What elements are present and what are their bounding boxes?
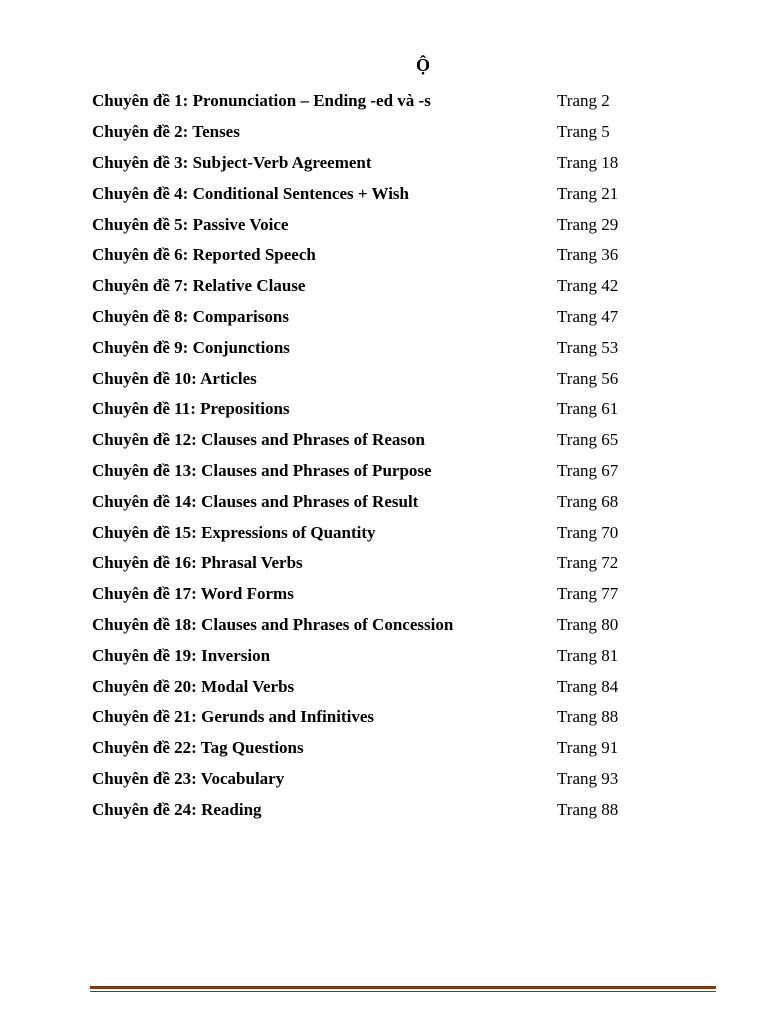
toc-row — [92, 178, 652, 209]
toc-entry-title: Chuyên đề 11: Prepositions — [92, 399, 290, 419]
toc-entry-page: Trang 88 — [557, 799, 619, 819]
toc-entry-title: Chuyên đề 9: Conjunctions — [92, 337, 290, 357]
toc-entry-page: Trang 61 — [557, 399, 619, 419]
toc-row — [92, 517, 652, 548]
toc-entry-title: Chuyên đề 17: Word Forms — [92, 584, 294, 604]
footer-rule — [90, 986, 716, 989]
toc-entry-title: Chuyên đề 22: Tag Questions — [92, 738, 304, 758]
toc-entry-title: Chuyên đề 1: Pronunciation – Ending -ed và -s — [92, 91, 431, 111]
toc-row — [92, 117, 652, 148]
toc-row — [92, 456, 652, 487]
toc-row — [92, 86, 652, 117]
toc-entry-title: Chuyên đề 19: Inversion — [92, 645, 271, 665]
toc-entry-page: Trang 21 — [557, 183, 619, 203]
toc-row — [92, 610, 652, 641]
toc-entry-title: Chuyên đề 23: Vocabulary — [92, 768, 285, 788]
toc-row — [92, 548, 652, 579]
toc-row — [92, 363, 652, 394]
toc-row — [92, 794, 652, 825]
toc-entry-page: Trang 70 — [557, 522, 619, 542]
toc-row — [92, 148, 652, 179]
toc-row — [92, 209, 652, 240]
toc-entry-title: Chuyên đề 20: Modal Verbs — [92, 676, 295, 696]
table-of-contents — [92, 86, 652, 825]
toc-entry-title: Chuyên đề 13: Clauses and Phrases of Purpose — [92, 460, 432, 480]
toc-entry-title: Chuyên đề 24: Reading — [92, 799, 262, 819]
toc-row — [92, 579, 652, 610]
toc-entry-page: Trang 42 — [557, 276, 619, 296]
toc-entry-title: Chuyên đề 12: Clauses and Phrases of Reason — [92, 430, 425, 450]
toc-entry-page: Trang 80 — [557, 614, 619, 634]
toc-row — [92, 486, 652, 517]
toc-entry-title: Chuyên đề 5: Passive Voice — [92, 214, 289, 234]
toc-entry-page: Trang 77 — [557, 584, 619, 604]
toc-row — [92, 394, 652, 425]
toc-row — [92, 671, 652, 702]
toc-entry-title: Chuyên đề 7: Relative Clause — [92, 276, 306, 296]
toc-entry-page: Trang 2 — [557, 91, 610, 111]
toc-entry-page: Trang 93 — [557, 768, 619, 788]
page-heading: Ộ — [415, 55, 430, 75]
toc-entry-page: Trang 18 — [557, 152, 619, 172]
toc-entry-page: Trang 5 — [557, 122, 610, 142]
toc-entry-title: Chuyên đề 18: Clauses and Phrases of Concession — [92, 614, 454, 634]
toc-row — [92, 332, 652, 363]
toc-entry-title: Chuyên đề 10: Articles — [92, 368, 257, 388]
toc-entry-page: Trang 91 — [557, 738, 619, 758]
toc-row — [92, 302, 652, 333]
toc-entry-page: Trang 67 — [557, 460, 619, 480]
toc-entry-page: Trang 68 — [557, 491, 619, 511]
toc-row — [92, 702, 652, 733]
toc-entry-title: Chuyên đề 14: Clauses and Phrases of Result — [92, 491, 419, 511]
toc-entry-page: Trang 29 — [557, 214, 619, 234]
toc-entry-title: Chuyên đề 21: Gerunds and Infinitives — [92, 707, 374, 727]
toc-entry-page: Trang 36 — [557, 245, 619, 265]
toc-row — [92, 733, 652, 764]
toc-row — [92, 764, 652, 795]
toc-row — [92, 271, 652, 302]
toc-entry-page: Trang 56 — [557, 368, 619, 388]
toc-entry-title: Chuyên đề 2: Tenses — [92, 122, 240, 142]
toc-entry-title: Chuyên đề 8: Comparisons — [92, 306, 289, 326]
toc-entry-title: Chuyên đề 4: Conditional Sentences + Wish — [92, 183, 410, 203]
toc-entry-title: Chuyên đề 6: Reported Speech — [92, 245, 316, 265]
toc-entry-page: Trang 88 — [557, 707, 619, 727]
toc-entry-page: Trang 81 — [557, 645, 619, 665]
toc-row — [92, 640, 652, 671]
toc-entry-page: Trang 84 — [557, 676, 619, 696]
toc-entry-page: Trang 53 — [557, 337, 619, 357]
toc-entry-page: Trang 65 — [557, 430, 619, 450]
toc-row — [92, 425, 652, 456]
toc-entry-title: Chuyên đề 3: Subject-Verb Agreement — [92, 152, 372, 172]
toc-entry-title: Chuyên đề 15: Expressions of Quantity — [92, 522, 376, 542]
footer-rule-thin — [90, 991, 716, 992]
toc-entry-page: Trang 72 — [557, 553, 619, 573]
toc-row — [92, 240, 652, 271]
toc-entry-title: Chuyên đề 16: Phrasal Verbs — [92, 553, 303, 573]
toc-entry-page: Trang 47 — [557, 306, 619, 326]
